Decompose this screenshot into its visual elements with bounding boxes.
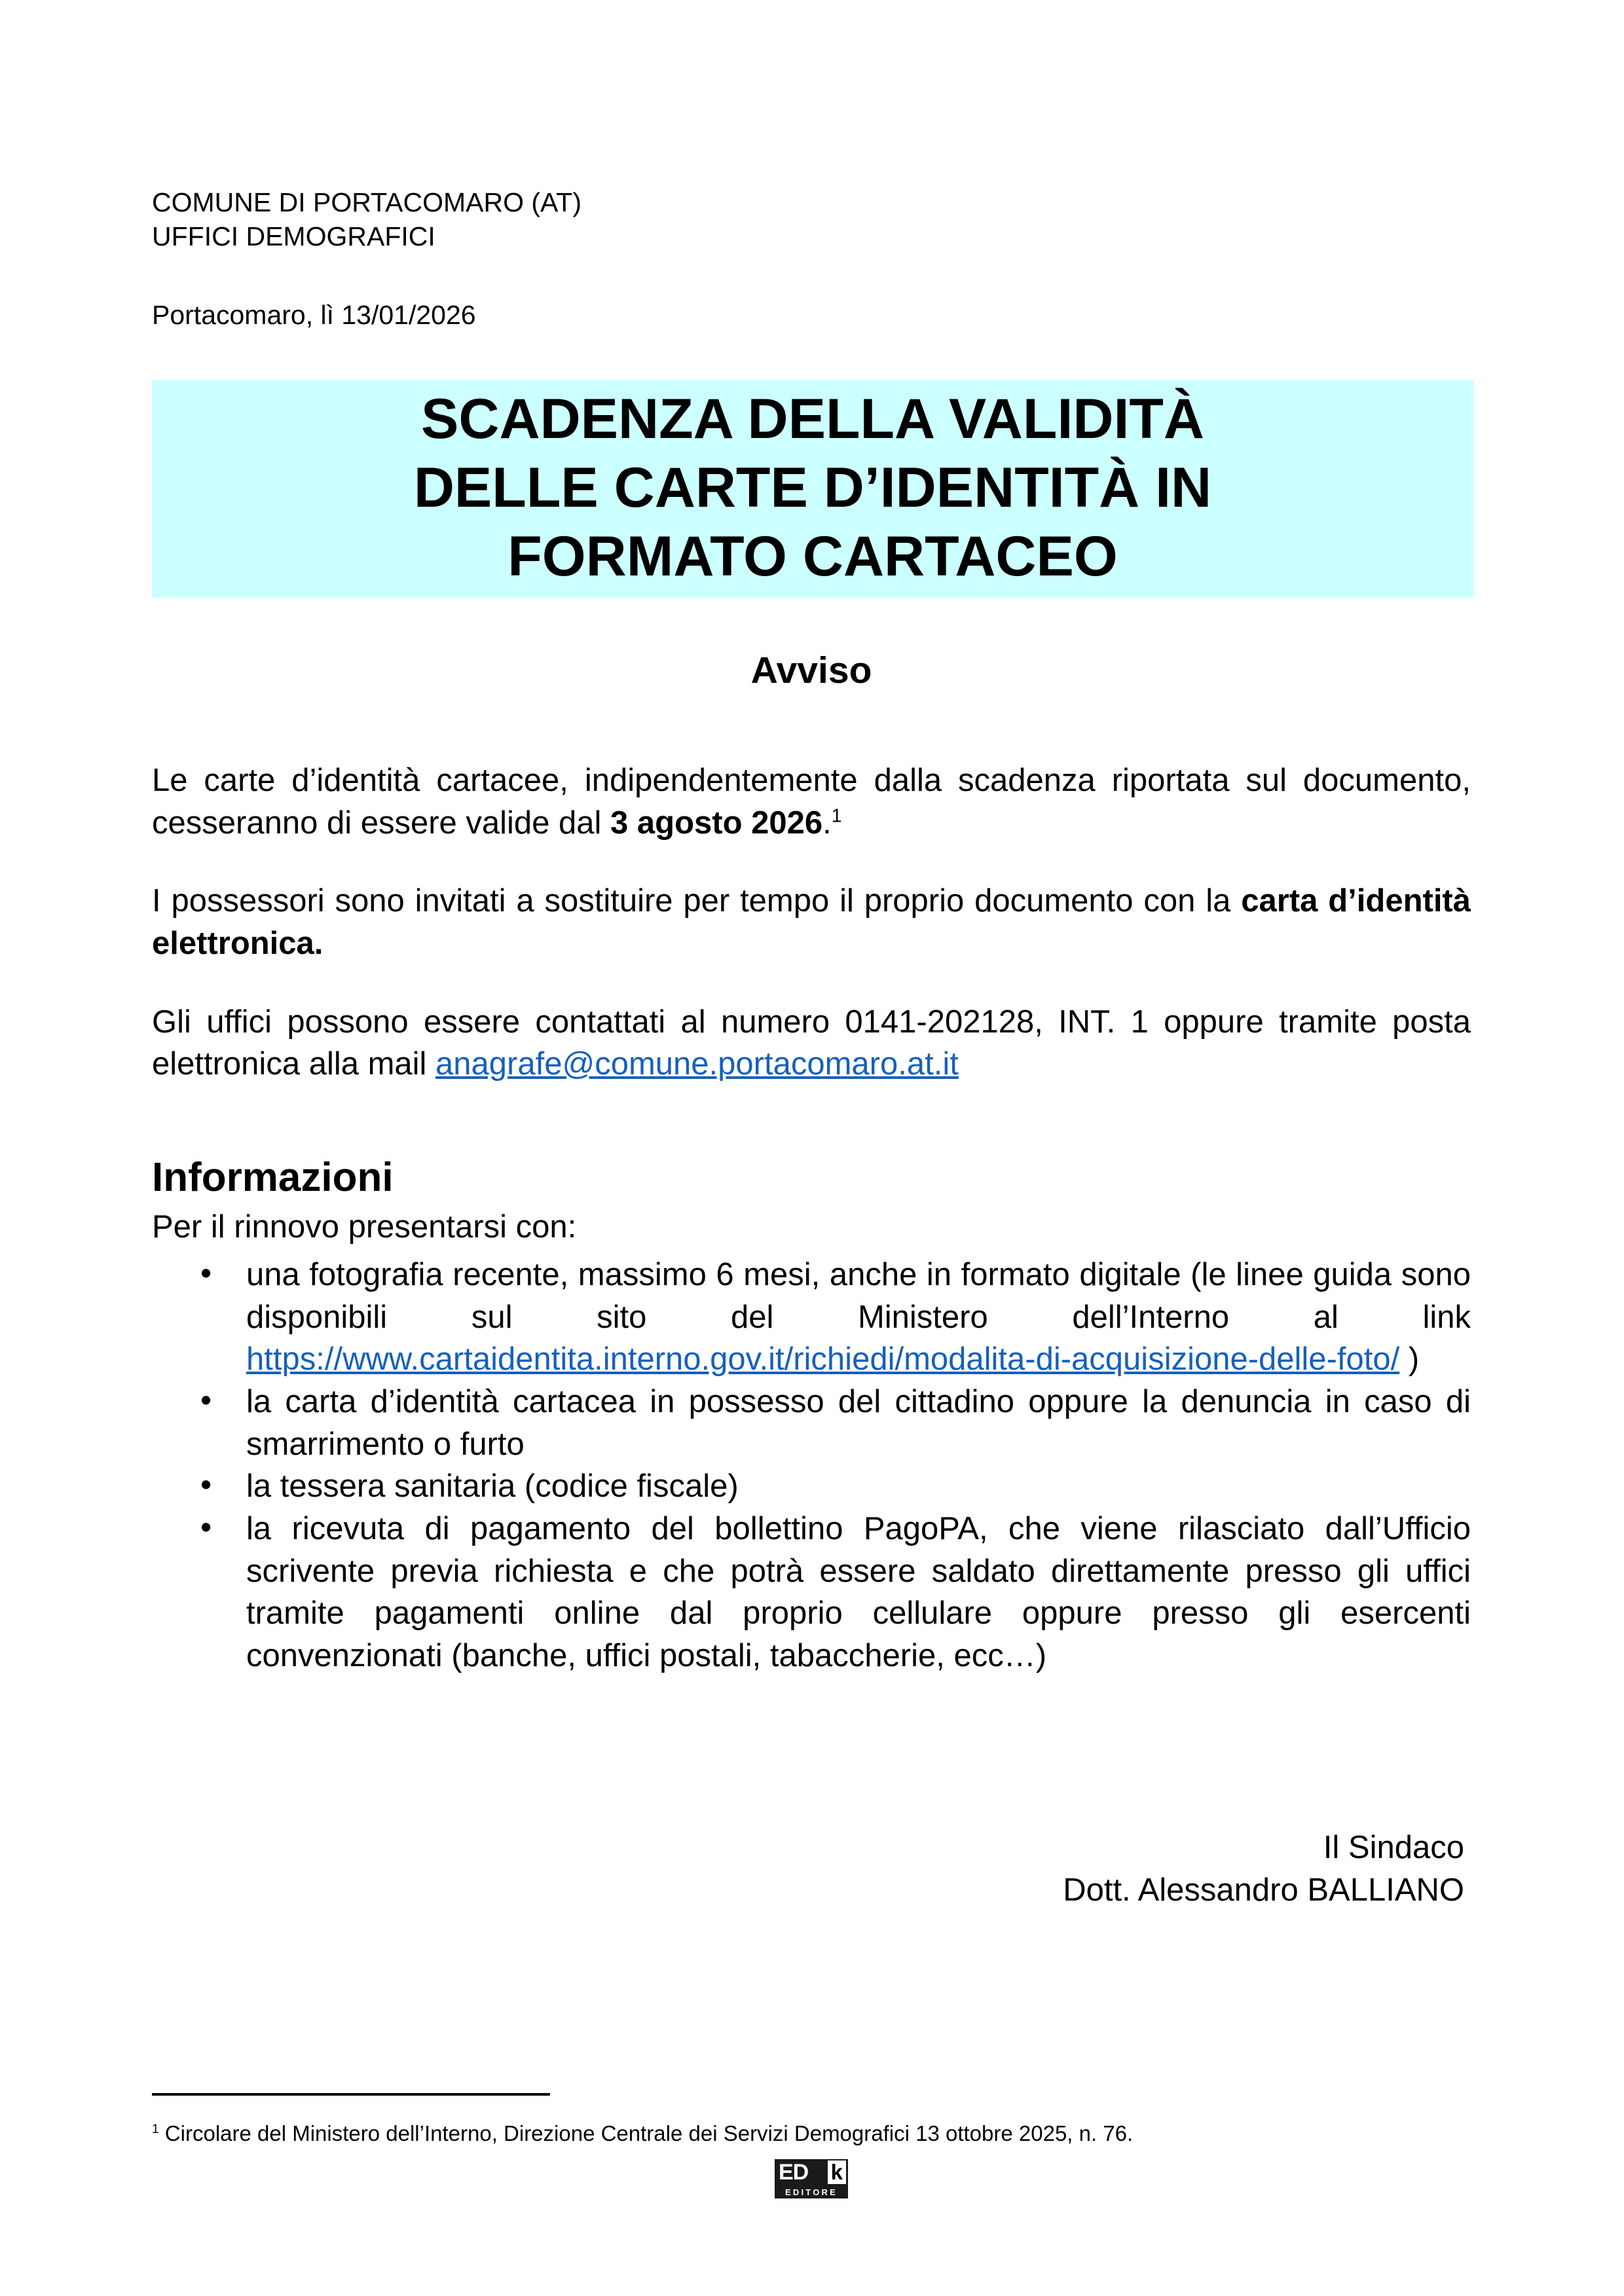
edk-logo-mark (775, 2159, 848, 2185)
paragraph-contacts (152, 1001, 1471, 1085)
dateline: Portacomaro, lì 13/01/2026 (152, 300, 476, 330)
email-link[interactable]: anagrafe@comune.portacomaro.at.it (435, 1046, 959, 1082)
footnote-marker-inline: 1 (831, 805, 842, 827)
information-heading: Informazioni (152, 1155, 394, 1200)
paragraph-validity-tail: . (822, 805, 832, 841)
requirement-paper-id: la carta d’identità cartacea in possesso del cittadino oppure la denuncia in caso di smarrimento o furto (246, 1384, 1471, 1462)
electronic-id-emphasis: carta d’identità elettronica. (152, 883, 1471, 962)
requirements-list (152, 1254, 1471, 1677)
paragraph-validity-text: Le carte d’identità cartacee, indipendentemente dalla scadenza riportata sul documento, cesseranno di essere valide dal (152, 763, 1471, 841)
footnote-number: 1 (152, 2123, 159, 2136)
edk-logo (775, 2159, 848, 2198)
document-title-band (152, 380, 1473, 598)
requirement-photo-tail: ) (1399, 1341, 1420, 1377)
expiry-date: 3 agosto 2026 (610, 805, 823, 841)
list-item (152, 1381, 1471, 1465)
information-section (152, 1154, 1471, 1677)
document-title-line-2: DELLE CARTE D’IDENTITÀ IN (413, 456, 1212, 519)
document-subtitle: Avviso (750, 649, 872, 691)
requirement-health-card: la tessera sanitaria (codice fiscale) (246, 1468, 739, 1504)
footnote-text: Circolare del Ministero dell’Interno, Direzione Centrale dei Servizi Demografici 13 ottobre 2025, n. 76. (158, 2121, 1134, 2145)
signature-role: Il Sindaco (1323, 1830, 1464, 1865)
information-lead: Per il rinnovo presentarsi con: (152, 1209, 577, 1245)
paragraph-contacts-text: Gli uffici possono essere contattati al numero 0141-202128, INT. 1 oppure tramite posta elettronica alla mail (152, 1004, 1471, 1082)
requirement-photo-text: una fotografia recente, massimo 6 mesi, anche in formato digitale (le linee guida sono disponibili sul sito del Ministero dell’Interno al link (246, 1257, 1471, 1335)
body-paragraphs (152, 759, 1471, 1085)
edk-logo-ed-text: ED (779, 2160, 809, 2185)
letterhead-municipality: COMUNE DI PORTACOMARO (AT) (152, 187, 581, 217)
requirement-pagopa-receipt: la ricevuta di pagamento del bollettino PagoPA, che viene rilasciato dall’Ufficio scrivente previa richiesta e che potrà essere saldato direttamente presso gli uffici tramite pagamenti online dal proprio cellulare oppure presso gli esercenti convenzionati (banche, uffici postali, tabaccherie, ecc…) (246, 1511, 1471, 1674)
signature-block (152, 1827, 1471, 1911)
letterhead-office: UFFICI DEMOGRAFICI (152, 221, 435, 252)
letterhead (152, 185, 581, 254)
footnote (152, 2120, 1471, 2148)
paragraph-replacement (152, 880, 1471, 964)
signature-name: Dott. Alessandro BALLIANO (1063, 1872, 1464, 1908)
list-item (152, 1508, 1471, 1677)
paragraph-validity (152, 759, 1471, 844)
document-title-line-1: SCADENZA DELLA VALIDITÀ (421, 388, 1204, 450)
edk-logo-k-text: k (830, 2160, 843, 2184)
footnote-separator (152, 2093, 550, 2096)
edk-logo-subtitle: EDITORE (785, 2187, 838, 2197)
list-item (152, 1254, 1471, 1381)
guidelines-link[interactable]: https://www.cartaidentita.interno.gov.it/richiedi/modalita-di-acquisizione-delle-foto/ (246, 1341, 1400, 1377)
paragraph-replacement-text: I possessori sono invitati a sostituire per tempo il proprio documento con la (152, 883, 1242, 919)
list-item (152, 1465, 1471, 1508)
document-title-line-3: FORMATO CARTACEO (507, 524, 1118, 588)
